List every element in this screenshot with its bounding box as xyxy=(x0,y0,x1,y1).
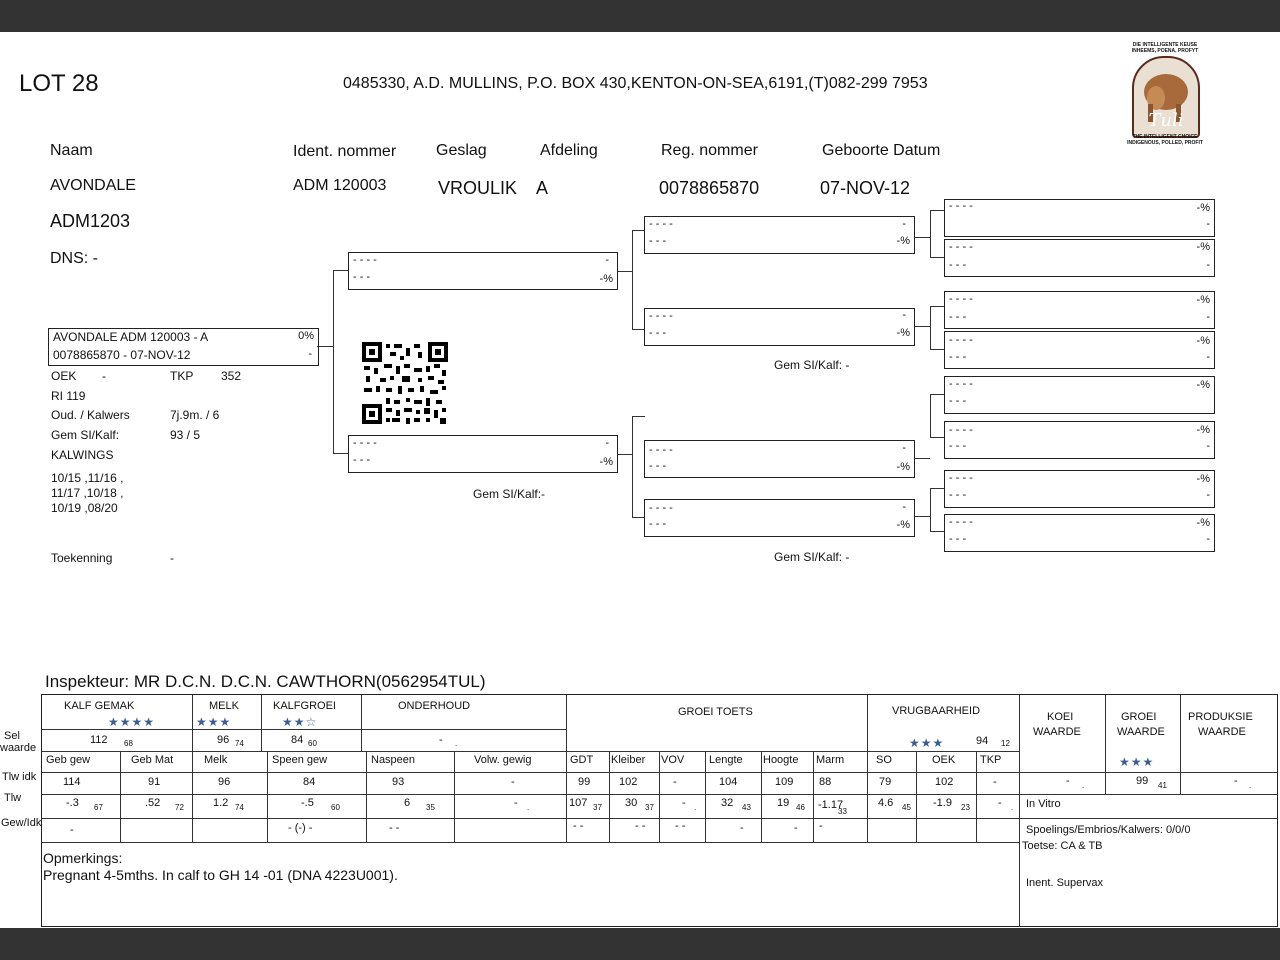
kalwings-line: 10/19 ,08/20 xyxy=(51,501,118,515)
tlw-sub: 72 xyxy=(175,803,184,812)
idk-cell: 109 xyxy=(775,776,794,788)
tlw-sub: . xyxy=(694,803,697,812)
ped-dash3: - - - xyxy=(649,460,667,472)
connector-line xyxy=(333,270,348,271)
label-reg: Reg. nommer xyxy=(661,142,758,159)
connector-line xyxy=(617,271,632,272)
ped-pct: -% xyxy=(1196,473,1210,485)
idk-prod-sub: . xyxy=(1249,781,1252,790)
grid-line xyxy=(566,695,567,842)
col-header: Marm xyxy=(816,754,845,766)
ped-dash3: - - - xyxy=(649,235,667,247)
gew-cell: - xyxy=(819,820,823,832)
hdr-kalf-gemak: KALF GEMAK xyxy=(64,700,135,712)
ped-dash3: - - - xyxy=(949,351,967,363)
ped-dash4: - - - - xyxy=(353,254,377,266)
connector-line xyxy=(333,270,334,454)
col-header: Melk xyxy=(204,754,228,766)
col-header: OEK xyxy=(932,754,956,766)
star-rating-kalfgroei: ★★☆ xyxy=(282,715,318,729)
connector-line xyxy=(914,516,930,517)
gew-cell: - - xyxy=(675,820,686,832)
grid-line xyxy=(761,751,762,842)
tlw-cell: - xyxy=(682,797,686,809)
hdr-produksie: PRODUKSIE xyxy=(1188,711,1253,723)
ped-dash4: - - - - xyxy=(649,444,673,456)
idk-cell: 102 xyxy=(935,776,954,788)
animal-dns: DNS: - xyxy=(50,250,98,267)
great-grandparent-box xyxy=(944,331,1215,369)
hdr-produksie-waarde: WAARDE xyxy=(1198,726,1246,738)
grid-line xyxy=(42,842,1019,843)
tlw-cell: -.5 xyxy=(301,797,314,809)
grid-line xyxy=(659,751,660,842)
ped-dash3: - - - xyxy=(353,454,371,466)
label-naam: Naam xyxy=(50,142,93,159)
kalwings-line: 11/17 ,10/18 , xyxy=(51,486,124,500)
ped-pct: -% xyxy=(896,461,910,473)
idk-koei: - xyxy=(1066,775,1070,787)
col-header: Geb gew xyxy=(46,754,91,766)
hdr-vrugbaarheid: VRUGBAARHEID xyxy=(892,705,981,717)
tlw-sub: 35 xyxy=(426,803,435,812)
ped-dash: - xyxy=(902,309,906,321)
ped-pct: -% xyxy=(896,235,910,247)
animal-ident: ADM 120003 xyxy=(293,177,387,194)
sel-melk: 96 xyxy=(217,734,230,746)
ped-dash: - xyxy=(902,501,906,513)
grid-line xyxy=(1105,695,1106,794)
ped-pct: -% xyxy=(1196,424,1210,436)
idk-groei-sub: 41 xyxy=(1158,781,1167,790)
sel-kalf-gemak: 112 xyxy=(90,734,108,746)
tlw-cell: -1.17 xyxy=(818,799,844,811)
ped-pct: -% xyxy=(1196,202,1210,214)
in-vitro: In Vitro xyxy=(1026,798,1061,810)
ped-dash3: - - - xyxy=(649,518,667,530)
star-rating-vrug: ★★★ xyxy=(909,736,945,750)
ped-dash4: - - - - xyxy=(949,378,973,390)
ped-dash4: - - - - xyxy=(949,516,973,528)
tlw-cell: 6 xyxy=(404,797,411,809)
lot-number: LOT 28 xyxy=(19,70,99,97)
tlw-sub: . xyxy=(1011,803,1014,812)
great-grandparent-box xyxy=(944,199,1215,237)
ped-dash: - xyxy=(902,218,906,230)
tlw-cell: 19 xyxy=(777,797,790,809)
row-label-sel: Sel xyxy=(4,730,20,742)
idk-cell: - xyxy=(673,776,677,788)
grid-line xyxy=(867,695,868,842)
ped-pct: -% xyxy=(1196,294,1210,306)
grid-line xyxy=(916,751,917,842)
idk-cell: 88 xyxy=(819,776,832,788)
animal-geslag: VROULIK xyxy=(438,178,518,198)
ped-dash3: - - - xyxy=(353,271,371,283)
spoelings: Spoelings/Embrios/Kalwers: 0/0/0 xyxy=(1026,824,1191,836)
animal-dob: 07-NOV-12 xyxy=(820,178,911,198)
connector-line xyxy=(930,437,944,438)
great-grandparent-box xyxy=(944,291,1215,329)
top-bar xyxy=(0,0,1280,32)
subject-line1: AVONDALE ADM 120003 - A xyxy=(53,330,209,344)
ped-pct: -% xyxy=(1196,241,1210,253)
toekenning-val: - xyxy=(170,551,174,565)
ped-dash3: - - - xyxy=(949,395,967,407)
ped-pct: -% xyxy=(1196,517,1210,529)
ped-dash4: - - - - xyxy=(949,293,973,305)
great-grandparent-box xyxy=(944,470,1215,508)
subject-pct: 0% xyxy=(298,330,314,342)
ped-pct: -% xyxy=(896,519,910,531)
bottom-bar xyxy=(0,928,1280,960)
ped-dash: - xyxy=(1206,259,1210,271)
tlw-cell: 107 xyxy=(569,797,588,809)
ped-dash4: - - - - xyxy=(649,502,673,514)
gew-cell: - - xyxy=(573,820,584,832)
star-rating-kalf-gemak: ★★★★ xyxy=(108,715,156,729)
connector-line xyxy=(914,237,930,238)
col-header: Lengte xyxy=(709,754,743,766)
ped-dash3: - - - xyxy=(949,533,967,545)
toekenning-label: Toekenning xyxy=(51,551,113,565)
connector-line xyxy=(930,394,944,395)
logo-top-text2: INHEEMS, POENA, PROFYT xyxy=(1131,48,1199,54)
subject-dash: - xyxy=(308,348,312,360)
gew-cell: - - xyxy=(389,822,400,834)
idk-cell: 93 xyxy=(392,776,405,788)
idk-prod: - xyxy=(1234,775,1238,787)
ped-dash4: - - - - xyxy=(949,424,973,436)
connector-line xyxy=(930,394,931,438)
grid-line xyxy=(705,751,706,842)
col-header: Speen gew xyxy=(272,754,328,766)
evaluation-table xyxy=(41,694,1278,927)
ped-pct: -% xyxy=(599,456,613,468)
grandparent-box xyxy=(644,499,915,537)
gem-si-kalf-dam: Gem SI/Kalf:- xyxy=(473,487,546,501)
grid-line xyxy=(813,751,814,842)
tlw-sub: 43 xyxy=(742,803,751,812)
detail-oud-label: Oud. / Kalwers xyxy=(51,408,130,422)
col-header: Hoogte xyxy=(763,754,799,766)
connector-line xyxy=(632,416,633,518)
detail-oek-label: OEK xyxy=(51,369,77,383)
ped-dash: - xyxy=(1206,311,1210,323)
idk-cell: 91 xyxy=(148,776,161,788)
toetse: Toetse: CA & TB xyxy=(1022,840,1103,852)
connector-line xyxy=(930,531,944,532)
grid-line xyxy=(192,695,193,751)
ped-dash: - xyxy=(1206,218,1210,230)
grid-line xyxy=(261,695,262,751)
sel-onderhoud-sub: . xyxy=(455,739,458,748)
connector-line xyxy=(914,326,930,327)
vrug-value: 94 xyxy=(976,735,989,747)
animal-name: AVONDALE xyxy=(50,177,136,194)
tlw-cell: 4.6 xyxy=(878,797,894,809)
owner-info: 0485330, A.D. MULLINS, P.O. BOX 430,KENTON-ON-SEA,6191,(T)082-299 7953 xyxy=(343,75,928,92)
connector-line xyxy=(333,453,348,454)
idk-groei: 99 xyxy=(1136,775,1149,787)
tlw-sub: 37 xyxy=(593,803,602,812)
ped-pct: -% xyxy=(1196,379,1210,391)
tlw-cell: 1.2 xyxy=(213,797,229,809)
gem-si-kalf-sire: Gem SI/Kalf: - xyxy=(774,358,850,372)
logo-brand: Tuli xyxy=(1148,110,1184,131)
col-header: Geb Mat xyxy=(131,754,174,766)
grid-line xyxy=(42,751,1019,752)
ped-dash4: - - - - xyxy=(649,218,673,230)
tlw-sub: 67 xyxy=(94,803,103,812)
inspector: Inspekteur: MR D.C.N. D.C.N. CAWTHORN(0562954TUL) xyxy=(45,672,486,691)
ped-pct: -% xyxy=(896,327,910,339)
col-header: Kleiber xyxy=(611,754,646,766)
label-geboorte: Geboorte Datum xyxy=(822,142,941,159)
connector-line xyxy=(317,346,333,347)
ped-dash4: - - - - xyxy=(649,310,673,322)
idk-cell: 84 xyxy=(303,776,316,788)
animal-reg: 0078865870 xyxy=(659,178,760,198)
ped-pct: -% xyxy=(1196,335,1210,347)
grid-line xyxy=(1180,695,1181,794)
grandparent-box xyxy=(644,308,915,346)
col-header: GDT xyxy=(570,754,594,766)
grid-line xyxy=(454,751,455,842)
great-grandparent-box xyxy=(944,376,1215,414)
connector-line xyxy=(930,349,944,350)
detail-gem-label: Gem SI/Kalf: xyxy=(51,428,120,442)
tlw-cell: 32 xyxy=(721,797,734,809)
grid-line xyxy=(267,751,268,842)
logo-bottom-text: THE INTELLIGENT CHOICE xyxy=(1132,134,1198,140)
connector-line xyxy=(930,488,931,532)
kalwings-line: 10/15 ,11/16 , xyxy=(51,471,124,485)
sel-kalf-gemak-sub: 68 xyxy=(124,739,133,748)
sel-onderhoud: - xyxy=(439,734,443,746)
label-geslag: Geslag xyxy=(436,142,487,159)
tuli-logo xyxy=(1122,42,1208,146)
grandparent-box xyxy=(644,216,915,254)
opmerkings-label: Opmerkings: xyxy=(43,850,123,866)
sel-melk-sub: 74 xyxy=(235,739,244,748)
ped-dash: - xyxy=(1206,351,1210,363)
ped-dash3: - - - xyxy=(949,489,967,501)
ped-dash4: - - - - xyxy=(353,437,377,449)
grid-line xyxy=(976,751,977,842)
connector-line xyxy=(930,306,944,307)
qr-code xyxy=(362,342,448,424)
ped-dash: - xyxy=(605,254,609,266)
hdr-onderhoud: ONDERHOUD xyxy=(398,700,471,712)
gew-cell: - xyxy=(740,822,744,834)
tlw-sub: 45 xyxy=(902,803,911,812)
gew-cell: - xyxy=(794,822,798,834)
connector-line xyxy=(930,257,944,258)
sire-box xyxy=(348,252,618,290)
subject-line2: 0078865870 - 07-NOV-12 xyxy=(53,348,191,362)
ped-dash4: - - - - xyxy=(949,241,973,253)
detail-oek-val: - xyxy=(102,369,106,383)
connector-line xyxy=(930,488,944,489)
row-label-tlw-idk: Tlw idk xyxy=(2,771,37,783)
gew-cell: - (-) - xyxy=(288,822,313,834)
label-ident: Ident. nommer xyxy=(293,143,397,160)
opmerkings-text: Pregnant 4-5mths. In calf to GH 14 -01 (DNA 4223U001). xyxy=(43,867,398,883)
connector-line xyxy=(930,210,931,258)
idk-koei-sub: . xyxy=(1082,781,1085,790)
idk-cell: 79 xyxy=(879,776,892,788)
hdr-groei-toets: GROEI TOETS xyxy=(678,706,753,718)
col-header: Volw. gewig xyxy=(474,754,532,766)
col-header: TKP xyxy=(980,754,1002,766)
ped-pct: -% xyxy=(599,273,613,285)
ped-dash: - xyxy=(1206,533,1210,545)
detail-ri: RI 119 xyxy=(51,389,86,403)
detail-oud-val: 7j.9m. / 6 xyxy=(170,408,220,422)
ped-dash4: - - - - xyxy=(949,334,973,346)
dam-box xyxy=(348,435,618,473)
sel-kalfgroei-sub: 60 xyxy=(308,739,317,748)
idk-cell: 114 xyxy=(63,776,81,788)
idk-cell: - xyxy=(511,776,515,788)
connector-line xyxy=(914,458,930,459)
tlw-cell: -.3 xyxy=(66,797,79,809)
ped-dash3: - - - xyxy=(949,440,967,452)
grid-line xyxy=(366,751,367,842)
grid-line xyxy=(361,695,362,751)
gew-cell: - - xyxy=(635,820,646,832)
sel-kalfgroei: 84 xyxy=(291,734,304,746)
hdr-melk: MELK xyxy=(209,700,239,712)
logo-top-text: DIE INTELLIGENTE KEUSE xyxy=(1132,42,1198,48)
detail-tkp-label: TKP xyxy=(170,369,194,383)
connector-line xyxy=(617,454,632,455)
connector-line xyxy=(632,230,633,330)
ped-dash4: - - - - xyxy=(949,200,973,212)
grid-line xyxy=(42,729,566,730)
idk-cell: - xyxy=(993,776,997,788)
ped-dash3: - - - xyxy=(949,259,967,271)
tlw-sub: 60 xyxy=(331,803,340,812)
inent: Inent. Supervax xyxy=(1026,877,1104,889)
gew-cell: - xyxy=(70,824,74,836)
great-grandparent-box xyxy=(944,239,1215,277)
grid-line xyxy=(120,751,121,842)
tlw-cell: - xyxy=(998,797,1002,809)
hdr-groei: GROEI xyxy=(1121,711,1157,723)
ped-dash: - xyxy=(902,442,906,454)
tlw-sub: 37 xyxy=(645,803,654,812)
tlw-cell: - xyxy=(514,797,518,809)
connector-line xyxy=(632,416,645,417)
star-rating-melk: ★★★ xyxy=(196,715,232,729)
connector-line xyxy=(930,306,931,350)
animal-code: ADM1203 xyxy=(50,211,131,231)
ped-dash4: - - - - xyxy=(949,472,973,484)
ped-dash3: - - - xyxy=(949,311,967,323)
gem-si-kalf-maternal: Gem SI/Kalf: - xyxy=(774,550,850,564)
hdr-koei: KOEI xyxy=(1047,711,1074,723)
row-label-waarde: waarde xyxy=(0,742,37,754)
tlw-sub: . xyxy=(527,803,530,812)
subject-box xyxy=(48,328,319,366)
idk-cell: 96 xyxy=(218,776,231,788)
grid-line xyxy=(192,751,193,842)
tlw-cell: .52 xyxy=(145,797,161,809)
logo-bottom-text2: INDIGENOUS, POLLED, PROFIT xyxy=(1127,140,1203,146)
animal-afdeling: A xyxy=(536,178,549,198)
tlw-cell: 30 xyxy=(625,797,638,809)
hdr-koei-waarde: WAARDE xyxy=(1033,726,1081,738)
col-header: Naspeen xyxy=(371,754,416,766)
hdr-groei-waarde: WAARDE xyxy=(1117,726,1165,738)
tlw-sub: 46 xyxy=(796,803,805,812)
ped-dash3: - - - xyxy=(649,327,667,339)
tlw-sub: 74 xyxy=(235,803,244,812)
detail-gem-val: 93 / 5 xyxy=(170,428,201,442)
logo-emblem xyxy=(1132,56,1200,138)
ped-dash: - xyxy=(1206,440,1210,452)
vrug-sub: 12 xyxy=(1001,739,1010,748)
col-header: VOV xyxy=(661,754,685,766)
hdr-kalfgroei: KALFGROEI xyxy=(273,700,336,712)
detail-tkp-val: 352 xyxy=(221,369,242,383)
grandparent-box xyxy=(644,440,915,478)
idk-cell: 99 xyxy=(578,776,591,788)
star-rating-groei: ★★★ xyxy=(1119,755,1155,769)
ped-dash: - xyxy=(605,437,609,449)
grid-line xyxy=(609,751,610,842)
tlw-cell: -1.9 xyxy=(933,797,952,809)
great-grandparent-box xyxy=(944,514,1215,552)
tlw-sub: 33 xyxy=(838,807,847,816)
label-afdeling: Afdeling xyxy=(540,142,598,159)
tlw-sub: 23 xyxy=(961,803,970,812)
col-header: SO xyxy=(876,754,892,766)
great-grandparent-box xyxy=(944,421,1215,459)
idk-cell: 102 xyxy=(619,776,638,788)
idk-cell: 104 xyxy=(719,776,738,788)
connector-line xyxy=(930,210,944,211)
ped-dash: - xyxy=(1206,489,1210,501)
row-label-gew-idk: Gew/Idk xyxy=(1,817,42,829)
detail-kalwings: KALWINGS xyxy=(51,448,114,462)
grid-line xyxy=(1019,695,1020,926)
row-label-tlw: Tlw xyxy=(4,792,22,804)
